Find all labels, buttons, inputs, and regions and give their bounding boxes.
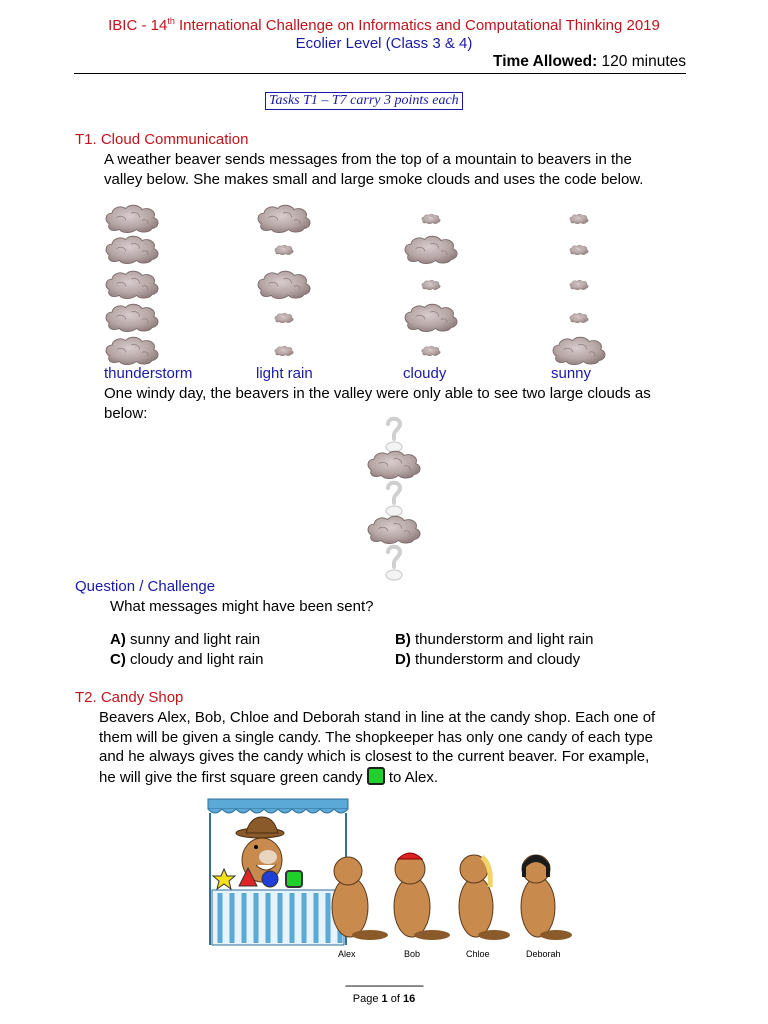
cloud-small-c3-r1 [421,212,441,226]
question-heading: Question / Challenge [75,578,216,595]
beaver-chloe [459,855,510,940]
tasks-points-box: Tasks T1 – T7 carry 3 points each [265,92,463,110]
option-b[interactable]: B) thunderstorm and light rain [395,631,594,648]
t1-title: T1. Cloud Communication [75,131,249,148]
t2-line2: them will be given a single candy. The shopkeeper has only one candy of each type [99,728,653,746]
beaver-deborah [521,855,572,940]
option-a[interactable]: A) sunny and light rain [110,631,261,648]
cloud-small-c2-r5 [274,344,294,358]
cloud-large-c4-r5 [550,336,608,366]
level-title: Ecolier Level (Class 3 & 4) [295,35,473,52]
circle-candy-icon [262,871,278,887]
name-alex: Alex [338,949,356,959]
cloud-large-c3-r2 [402,235,460,265]
cloud-small-c4-r1 [569,212,589,226]
t2-line3: and he always gives the candy which is closest to the current beaver. For example, [99,748,650,765]
shop-counter [212,890,344,945]
unknown-cloud-icon-r5 [382,542,406,582]
t1-intro-line2: valley below. She makes small and large smoke clouds and uses the code below. [104,170,644,188]
name-chloe: Chloe [466,949,490,959]
t1-observed-line2: below: [104,404,148,422]
footer-divider: -------------------------- [345,978,423,992]
header-divider [74,73,686,74]
unknown-cloud-icon-r3 [382,478,406,518]
t2-body [99,708,655,787]
observed-large-cloud-r2 [365,450,423,480]
t1-observed-line1: One windy day, the beavers in the valley were only able to see two large clouds as [104,385,651,402]
t1-intro-line1: A weather beaver sends messages from the top of a mountain to beavers in the [104,151,632,168]
cloud-large-c2-r3 [255,270,313,300]
beaver-alex [332,857,388,940]
t2-title: T2. Candy Shop [75,689,184,706]
observed-large-cloud-r4 [365,515,423,545]
cloud-small-c2-r2 [274,243,294,257]
t2-line4: he will give the first square green candy to Alex. [99,768,439,786]
name-deborah: Deborah [526,949,561,959]
cloud-large-c3-r4 [402,303,460,333]
name-bob: Bob [404,949,421,959]
cloud-large-c2-r1 [255,204,313,234]
t1-observed [104,384,651,423]
competition-title: IBIC - 14th International Challenge on Informatics and Computational Thinking 2019 [108,16,660,34]
unknown-cloud-icon-r1 [382,414,406,454]
t1-intro [104,150,643,189]
label-light-rain: light rain [256,365,313,382]
question-text: What messages might have been sent? [110,598,374,615]
option-c[interactable]: C) cloudy and light rain [110,651,264,668]
cloud-large-c1-r4 [103,303,161,333]
cloud-small-c4-r4 [569,311,589,325]
shopkeeper-beaver [236,817,284,882]
cloud-large-c1-r2 [103,235,161,265]
cloud-small-c4-r2 [569,243,589,257]
cloud-large-c1-r3 [103,270,161,300]
cloud-small-c2-r4 [274,311,294,325]
shop-awning [208,799,348,813]
cloud-large-c1-r1 [103,204,161,234]
page-number: Page 1 of 16 [352,993,416,1005]
square-candy-icon [286,871,302,887]
cloud-small-c3-r3 [421,278,441,292]
option-d[interactable]: D) thunderstorm and cloudy [395,651,581,668]
cloud-large-c1-r5 [103,336,161,366]
label-sunny: sunny [551,365,592,382]
cloud-small-c3-r5 [421,344,441,358]
label-cloudy: cloudy [403,365,447,382]
label-thunderstorm: thunderstorm [104,365,193,382]
time-allowed: Time Allowed: 120 minutes [493,53,686,70]
cloud-small-c4-r3 [569,278,589,292]
t2-line1: Beavers Alex, Bob, Chloe and Deborah stand in line at the candy shop. Each one of [99,709,656,726]
star-candy-icon [213,869,235,889]
beaver-bob [394,853,450,940]
green-square-candy-icon [367,767,385,785]
candy-shop-illustration [200,795,580,965]
